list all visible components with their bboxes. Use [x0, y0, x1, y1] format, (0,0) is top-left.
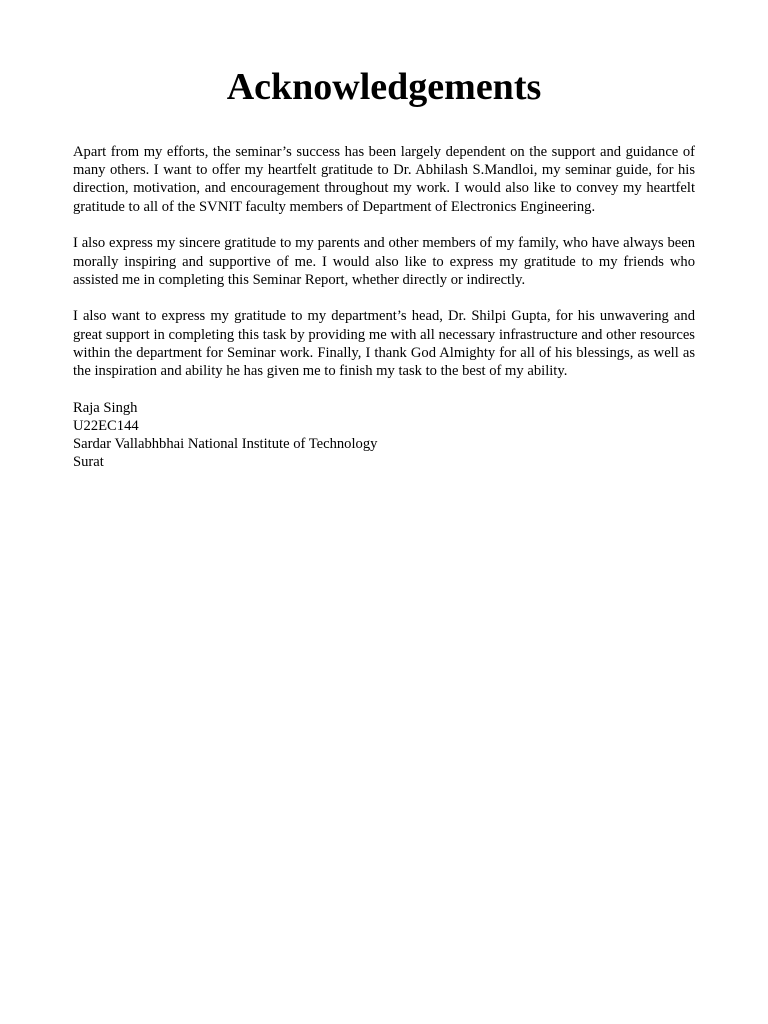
document-body	[73, 143, 695, 472]
signature-name: Raja Singh	[73, 399, 138, 416]
signature-roll-number: U22EC144	[73, 417, 139, 434]
paragraph-2: I also express my sincere gratitude to my parents and other members of my family, who have always been morally inspiring and supportive of me. I would also like to express my gratitude to my friends who assisted me in completing this Seminar Report, whether directly or indirectly.	[73, 235, 695, 288]
paragraph-3: I also want to express my gratitude to my department’s head, Dr. Shilpi Gupta, for his unwavering and great support in completing this task by providing me with all necessary infrastructure and other resources within the department for Seminar work. Finally, I thank God Almighty for all of his blessings, as well as the inspiration and ability he has given me to finish my task to the best of my ability.	[73, 308, 695, 380]
page-title: Acknowledgements	[226, 66, 542, 108]
signature-institute: Sardar Vallabhbhai National Institute of Technology	[73, 436, 378, 453]
paragraph-1: Apart from my efforts, the seminar’s success has been largely dependent on the support and guidance of many others. I want to offer my heartfelt gratitude to Dr. Abhilash S.Mandloi, my seminar guide, for his direction, motivation, and encouragement throughout my work. I would also like to convey my heartfelt gratitude to all of the SVNIT faculty members of Department of Electronics Engineering.	[73, 144, 695, 215]
signature-block	[73, 399, 695, 472]
signature-city: Surat	[73, 454, 104, 471]
